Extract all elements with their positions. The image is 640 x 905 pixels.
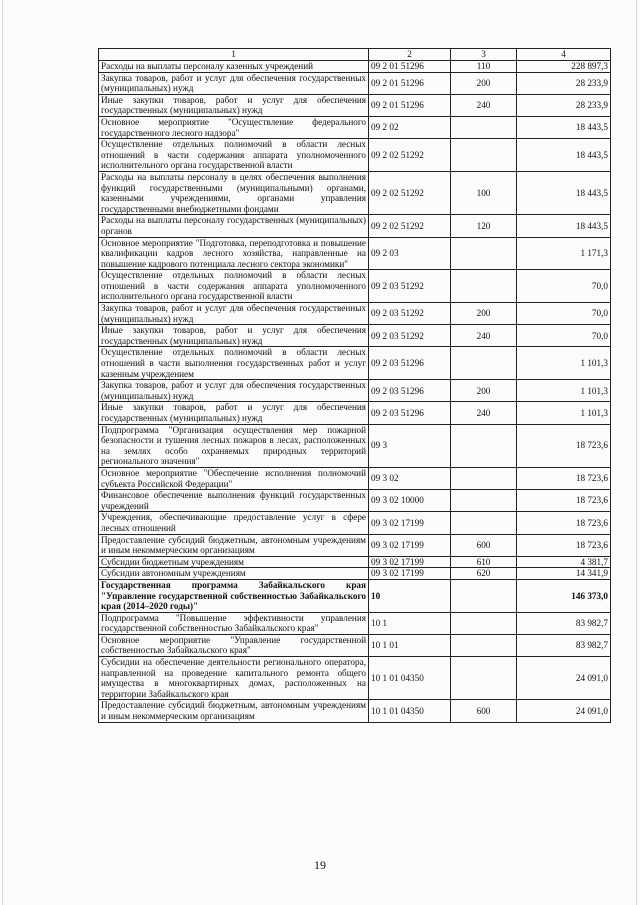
- row-amount: 18 723,6: [517, 534, 611, 556]
- row-code: 09 2 01 51296: [369, 61, 451, 73]
- row-expense-type: 200: [451, 380, 517, 402]
- row-amount: 18 723,6: [517, 424, 611, 467]
- row-name: Подпрограмма "Повышение эффективности управления государственной собственностью Забайкальского края": [99, 612, 369, 634]
- row-amount: 28 233,9: [517, 94, 611, 116]
- row-amount: 28 233,9: [517, 72, 611, 94]
- row-code: 09 2 02: [369, 116, 451, 138]
- row-amount: 24 091,0: [517, 700, 611, 722]
- row-code: 09 2 03 51292: [369, 325, 451, 347]
- table-row: [99, 380, 611, 402]
- table-row: [99, 72, 611, 94]
- row-expense-type: [451, 612, 517, 634]
- table-row: [99, 94, 611, 116]
- row-code: 09 2 02 51292: [369, 139, 451, 172]
- row-name: Осуществление отдельных полномочий в области лесных отношений в части содержания аппарата уполномоченного исполнительного органа государственной власти: [99, 270, 369, 303]
- row-amount: 14 341,9: [517, 568, 611, 580]
- row-expense-type: [451, 270, 517, 303]
- row-expense-type: [451, 657, 517, 700]
- table-row: [99, 171, 611, 214]
- row-amount: 24 091,0: [517, 657, 611, 700]
- row-name: Расходы на выплаты персоналу казенных учреждений: [99, 61, 369, 73]
- row-name: Осуществление отдельных полномочий в области лесных отношений в части выполнения государственных работ и услуг казенным учреждением: [99, 347, 369, 380]
- table-row: [99, 634, 611, 656]
- header-col-3: 3: [451, 49, 517, 61]
- row-amount: 18 723,6: [517, 467, 611, 489]
- row-amount: 83 982,7: [517, 612, 611, 634]
- row-expense-type: [451, 512, 517, 534]
- row-amount: 18 443,5: [517, 116, 611, 138]
- row-name: Осуществление отдельных полномочий в области лесных отношений в части содержания аппарата уполномоченного исполнительного органа государственной власти: [99, 139, 369, 172]
- row-expense-type: 200: [451, 303, 517, 325]
- row-code: 09 2 02 51292: [369, 171, 451, 214]
- row-expense-type: [451, 347, 517, 380]
- row-name: Финансовое обеспечение выполнения функций государственных учреждений: [99, 490, 369, 512]
- row-name: Субсидии на обеспечение деятельности регионального оператора, направленной на проведение капитального ремонта общего имущества в многоквартирных домах, расположенных на территории Забайкальского края: [99, 657, 369, 700]
- row-amount: 4 381,7: [517, 556, 611, 568]
- row-code: 09 2 02 51292: [369, 215, 451, 237]
- row-expense-type: 240: [451, 94, 517, 116]
- row-name: Подпрограмма "Организация осуществления мер пожарной безопасности и тушения лесных пожаров в лесах, расположенных на землях особо охраняемых природных территорий регионального значения": [99, 424, 369, 467]
- row-expense-type: [451, 139, 517, 172]
- row-expense-type: [451, 490, 517, 512]
- row-code: 09 2 03 51296: [369, 380, 451, 402]
- header-col-2: 2: [369, 49, 451, 61]
- row-amount: 18 723,6: [517, 490, 611, 512]
- row-amount: 18 443,5: [517, 139, 611, 172]
- row-name: Закупка товаров, работ и услуг для обеспечения государственных (муниципальных) нужд: [99, 380, 369, 402]
- row-amount: 18 443,5: [517, 215, 611, 237]
- table-row: [99, 579, 611, 612]
- table-row: [99, 325, 611, 347]
- row-code: 10: [369, 579, 451, 612]
- row-amount: 1 101,3: [517, 347, 611, 380]
- row-expense-type: 240: [451, 402, 517, 424]
- row-name: Субсидии автономным учреждениям: [99, 568, 369, 580]
- row-amount: 1 171,3: [517, 237, 611, 270]
- table-row: [99, 568, 611, 580]
- table-row: [99, 490, 611, 512]
- row-expense-type: 110: [451, 61, 517, 73]
- row-code: 09 2 03 51292: [369, 270, 451, 303]
- row-expense-type: 100: [451, 171, 517, 214]
- row-code: 09 3 02 10000: [369, 490, 451, 512]
- row-code: 09 3 02 17199: [369, 568, 451, 580]
- row-name: Расходы на выплаты персоналу государственных (муниципальных) органов: [99, 215, 369, 237]
- row-name: Расходы на выплаты персоналу в целях обеспечения выполнения функций государственными (муниципальными) органами, казенными учреждениями, органами управления государственными внебюджетными фондами: [99, 171, 369, 214]
- row-expense-type: 600: [451, 534, 517, 556]
- row-code: 09 3 02: [369, 467, 451, 489]
- row-expense-type: 610: [451, 556, 517, 568]
- row-amount: 83 982,7: [517, 634, 611, 656]
- row-code: 09 3 02 17199: [369, 556, 451, 568]
- row-amount: 228 897,3: [517, 61, 611, 73]
- table-row: [99, 237, 611, 270]
- table-row: [99, 512, 611, 534]
- scan-edge-right: [636, 0, 637, 905]
- row-amount: 146 373,0: [517, 579, 611, 612]
- row-expense-type: 620: [451, 568, 517, 580]
- row-code: 09 2 03 51292: [369, 303, 451, 325]
- table-row: [99, 467, 611, 489]
- row-code: 10 1 01 04350: [369, 700, 451, 722]
- header-col-4: 4: [517, 49, 611, 61]
- row-name: Основное мероприятие "Подготовка, переподготовка и повышение квалификации кадров лесного хозяйства, направленные на повышение кадрового потенциала лесного сектора экономики": [99, 237, 369, 270]
- row-code: 09 2 01 51296: [369, 72, 451, 94]
- header-col-1: 1: [99, 49, 369, 61]
- table-row: [99, 424, 611, 467]
- row-expense-type: 120: [451, 215, 517, 237]
- table-row: [99, 215, 611, 237]
- row-name: Закупка товаров, работ и услуг для обеспечения государственных (муниципальных) нужд: [99, 303, 369, 325]
- row-expense-type: 240: [451, 325, 517, 347]
- scan-edge-left: [2, 0, 3, 905]
- table-row: [99, 116, 611, 138]
- table-row: [99, 612, 611, 634]
- row-name: Учреждения, обеспечивающие предоставление услуг в сфере лесных отношений: [99, 512, 369, 534]
- table-row: [99, 61, 611, 73]
- budget-table: [98, 48, 611, 723]
- row-code: 09 2 01 51296: [369, 94, 451, 116]
- row-amount: 70,0: [517, 270, 611, 303]
- row-code: 10 1: [369, 612, 451, 634]
- row-name: Иные закупки товаров, работ и услуг для обеспечения государственных (муниципальных) нужд: [99, 94, 369, 116]
- table-row: [99, 139, 611, 172]
- page-number: 19: [314, 858, 326, 872]
- row-name: Предоставление субсидий бюджетным, автономным учреждениям и иным некоммерческим организациям: [99, 534, 369, 556]
- row-code: 09 3 02 17199: [369, 512, 451, 534]
- row-name: Основное мероприятие "Обеспечение исполнения полномочий субъекта Российской Федерации": [99, 467, 369, 489]
- row-code: 09 3 02 17199: [369, 534, 451, 556]
- table-row: [99, 303, 611, 325]
- row-expense-type: [451, 237, 517, 270]
- row-expense-type: [451, 579, 517, 612]
- row-name: Государственная программа Забайкальского края "Управление государственной собственностью Забайкальского края (2014–2020 годы)": [99, 579, 369, 612]
- row-code: 09 2 03: [369, 237, 451, 270]
- row-name: Иные закупки товаров, работ и услуг для обеспечения государственных (муниципальных) нужд: [99, 325, 369, 347]
- row-code: 10 1 01: [369, 634, 451, 656]
- row-expense-type: [451, 634, 517, 656]
- row-expense-type: [451, 467, 517, 489]
- row-amount: 70,0: [517, 325, 611, 347]
- row-amount: 18 443,5: [517, 171, 611, 214]
- row-name: Предоставление субсидий бюджетным, автономным учреждениям и иным некоммерческим организациям: [99, 700, 369, 722]
- table-body: [99, 61, 611, 723]
- table-row: [99, 657, 611, 700]
- row-amount: 1 101,3: [517, 380, 611, 402]
- table-row: [99, 402, 611, 424]
- row-amount: 1 101,3: [517, 402, 611, 424]
- row-amount: 70,0: [517, 303, 611, 325]
- table-row: [99, 270, 611, 303]
- table-row: [99, 556, 611, 568]
- row-code: 09 3: [369, 424, 451, 467]
- table-header-row: [99, 49, 611, 61]
- table-row: [99, 534, 611, 556]
- row-expense-type: [451, 116, 517, 138]
- row-code: 10 1 01 04350: [369, 657, 451, 700]
- table-row: [99, 700, 611, 722]
- row-name: Основное мероприятие "Осуществление федерального государственного лесного надзора": [99, 116, 369, 138]
- table-row: [99, 347, 611, 380]
- row-code: 09 2 03 51296: [369, 402, 451, 424]
- row-expense-type: [451, 424, 517, 467]
- row-name: Закупка товаров, работ и услуг для обеспечения государственных (муниципальных) нужд: [99, 72, 369, 94]
- row-amount: 18 723,6: [517, 512, 611, 534]
- row-expense-type: 600: [451, 700, 517, 722]
- row-name: Субсидии бюджетным учреждениям: [99, 556, 369, 568]
- row-code: 09 2 03 51296: [369, 347, 451, 380]
- row-name: Иные закупки товаров, работ и услуг для обеспечения государственных (муниципальных) нужд: [99, 402, 369, 424]
- row-expense-type: 200: [451, 72, 517, 94]
- row-name: Основное мероприятие "Управление государственной собственностью Забайкальского края": [99, 634, 369, 656]
